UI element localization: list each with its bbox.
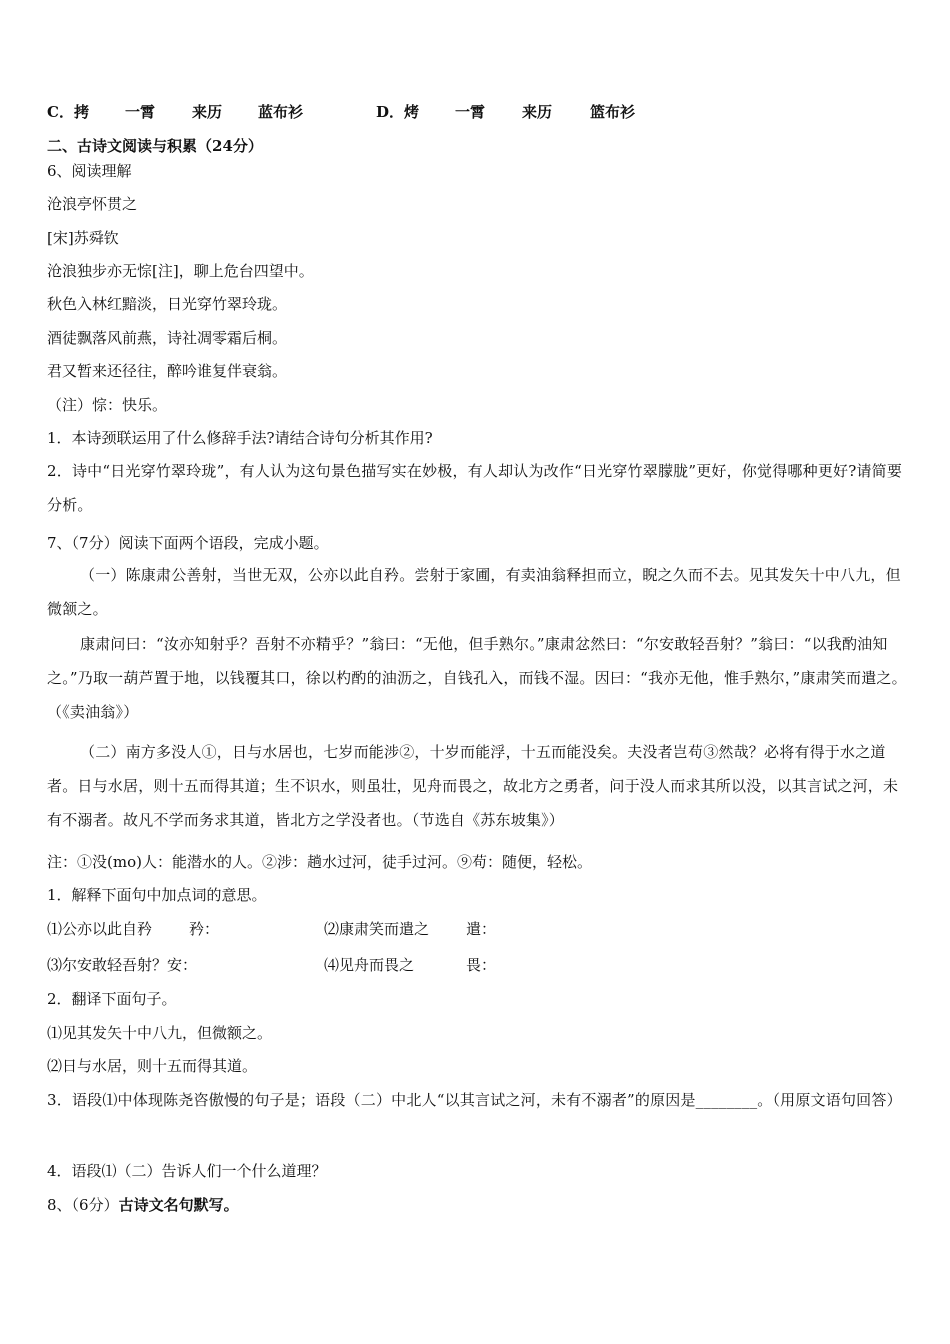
option-d-word2: 一霄 — [455, 103, 486, 121]
option-c-word2: 一霄 — [125, 103, 156, 121]
option-d-word4: 篮布衫 — [590, 103, 636, 121]
q6-question-2: 2．诗中“日光穿竹翠玲珑”，有人认为这句景色描写实在妙极，有人却认为改作“日光穿竹翠朦胧”更好，你觉得哪种更好?请简要分析。 — [47, 462, 903, 514]
sub-2b: ⑵日与水居，则十五而得其道。 — [47, 1057, 258, 1075]
option-c-label: C．拷 — [47, 103, 89, 121]
sub-1a-key: 矜： — [189, 920, 220, 938]
poem-line: 君又暂来还径往，醉吟谁复伴衰翁。 — [47, 362, 288, 380]
poem-line: 沧浪独步亦无悰[注]，聊上危台四望中。 — [47, 262, 314, 280]
q7-paragraph-3: （二）南方多没人①，日与水居也，七岁而能涉②，十岁而能浮，十五而能没矣。夫没者岂苟③然哉？必将有得于水之道者。日与水居，则十五而得其道；生不识水，则虽壮，见舟而畏之，故北方之勇者，问于没人而求其所以没，以其言试之河，未有不溺者。故凡不学而务求其道，皆北方之学没者也。（节选自《苏东坡集》） — [47, 743, 899, 829]
q7-sub-4: 4．语段⑴（二）告诉人们一个什么道理？ — [47, 1162, 327, 1180]
q8-title: 古诗文名句默写。 — [118, 1196, 239, 1214]
q7-paragraph-1: （一）陈康肃公善射，当世无双，公亦以此自矜。尝射于家圃，有卖油翁释担而立，睨之久而不去。见其发矢十中八九，但微颔之。 — [47, 566, 901, 618]
q7-sub-1: 1．解释下面句中加点词的意思。 — [47, 886, 267, 904]
q7-paragraph-2: 康肃问曰：“汝亦知射乎？吾射不亦精乎？”翁曰：“无他，但手熟尔。”康肃忿然曰：“尔安敢轻吾射？”翁曰：“以我酌油知之。”乃取一葫芦置于地，以钱覆其口，徐以杓酌的油沥之，自钱孔入，而钱不湿。因曰：“我亦无他，惟手熟尔，”康肃笑而遣之。（《卖油翁》） — [47, 635, 907, 721]
section-title: 二、古诗文阅读与积累（24分） — [47, 137, 263, 155]
q7-sub-3: 3．语段⑴中体现陈尧咨傲慢的句子是；语段（二）中北人“以其言试之河，未有不溺者”的原因是________。（用原文语句回答） — [47, 1091, 902, 1109]
sub-1d-sentence: ⑷见舟而畏之 — [324, 956, 415, 974]
poem-note: （注）悰：快乐。 — [47, 396, 168, 414]
q8-heading — [47, 1195, 239, 1215]
sub-1b-sentence: ⑵康肃笑而遣之 — [324, 920, 430, 938]
q7-heading: 7、（7分）阅读下面两个语段，完成小题。 — [47, 534, 329, 552]
poem-line: 酒徒飘落风前燕，诗社凋零霜后桐。 — [47, 329, 288, 347]
option-c-word4: 蓝布衫 — [258, 103, 304, 121]
q6-heading: 6、阅读理解 — [47, 162, 132, 180]
q7-sub-2: 2．翻译下面句子。 — [47, 990, 177, 1008]
poem-line: 秋色入林红黯淡，日光穿竹翠玲珑。 — [47, 295, 288, 313]
sub-1c-sentence: ⑶尔安敢轻吾射？安： — [47, 956, 198, 974]
option-d-word3: 来历 — [522, 103, 553, 121]
poem-author: [宋]苏舜钦 — [47, 229, 119, 247]
q6-question-1: 1．本诗颈联运用了什么修辞手法?请结合诗句分析其作用? — [47, 429, 433, 447]
q7-note: 注：①没(mo)人：能潜水的人。②涉：趟水过河，徒手过河。⑨苟：随便，轻松。 — [47, 853, 592, 871]
option-d-label: D．烤 — [376, 103, 420, 121]
poem-title: 沧浪亭怀贯之 — [47, 195, 138, 213]
q8-prefix: 8、（6分） — [47, 1196, 119, 1214]
sub-1a-sentence: ⑴公亦以此自矜 — [47, 920, 153, 938]
sub-1d-key: 畏： — [466, 956, 497, 974]
option-c-word3: 来历 — [192, 103, 223, 121]
sub-1b-key: 遣： — [466, 920, 497, 938]
sub-2a: ⑴见其发矢十中八九，但微额之。 — [47, 1024, 273, 1042]
